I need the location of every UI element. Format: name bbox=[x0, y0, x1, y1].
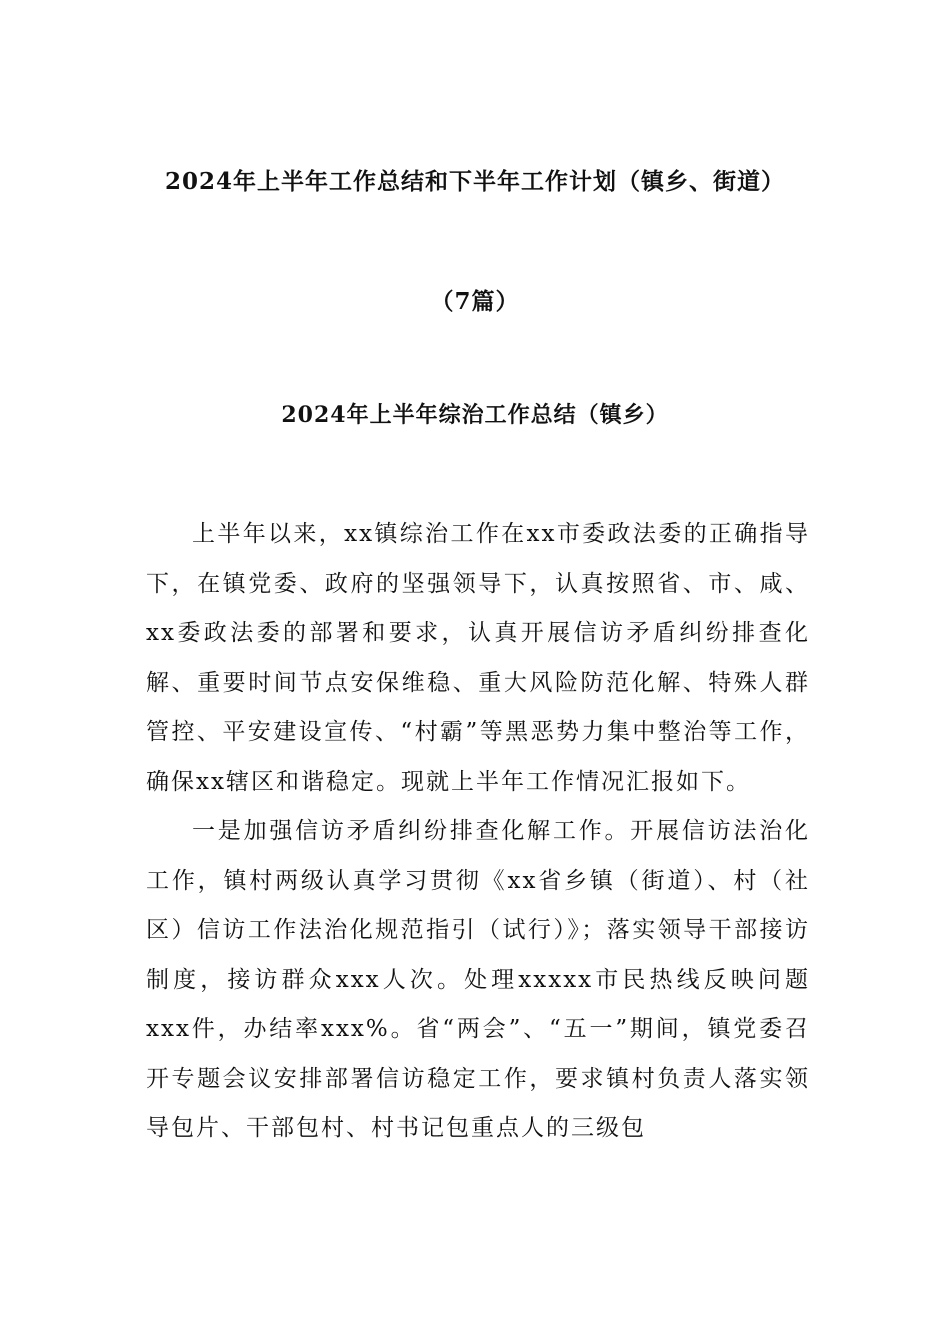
section-title: 2024年上半年综治工作总结（镇乡） bbox=[281, 402, 669, 428]
document-title: 2024年上半年工作总结和下半年工作计划（镇乡、街道） bbox=[164, 168, 785, 195]
document-subtitle: （7篇） bbox=[430, 288, 520, 315]
paragraph-intro: 上半年以来，xx镇综治工作在xx市委政法委的正确指导下，在镇党委、政府的坚强领导下，认真按照省、市、咸、xx委政法委的部署和要求，认真开展信访矛盾纠纷排查化解、重要时间节点安保维稳、重大风险防范化解、特殊人群管控、平安建设宣传、“村霸”等黑恶势力集中整治等工作，确保xx辖区和谐稳定。现就上半年工作情况汇报如下。 bbox=[146, 521, 810, 795]
paragraph-petition-work: 一是加强信访矛盾纠纷排查化解工作。开展信访法治化工作，镇村两级认真学习贯彻《xx省乡镇（街道）、村（社区）信访工作法治化规范指引（试行）》；落实领导干部接访制度，接访群众xxx人次。处理xxxxx市民热线反映问题xxx件，办结率xxx%。省“两会”、“五一”期间，镇党委召开专题会议安排部署信访稳定工作，要求镇村负责人落实领导包片、干部包村、村书记包重点人的三级包 bbox=[146, 818, 810, 1141]
document-body bbox=[146, 510, 810, 1154]
